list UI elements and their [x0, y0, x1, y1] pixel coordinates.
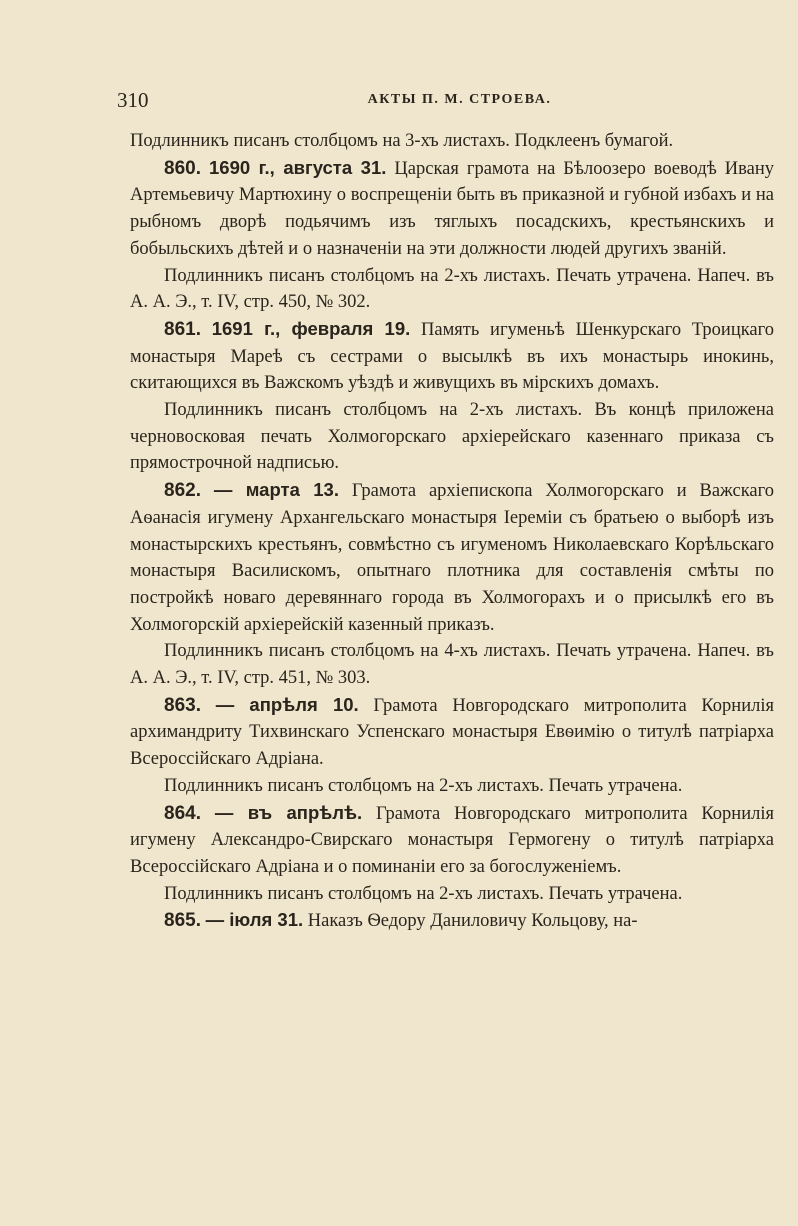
entry-862: [130, 477, 774, 638]
entry-865: [130, 907, 774, 935]
entry-861: [130, 316, 774, 397]
entry-text: Память игуменьѣ Шенкурскаго Троицкаго монастыря Мареѣ съ сестрами о высылкѣ въ ихъ монастырь инокинь, скитающихся въ Важскомъ уѣздѣ и живущихъ въ мірскихъ домахъ.: [130, 319, 775, 394]
entry-863: [130, 692, 774, 773]
entry-date: — марта 13.: [213, 479, 339, 501]
entry-date: — въ апрѣлѣ.: [214, 801, 363, 823]
entry-number: 863.: [164, 694, 201, 716]
entry-number: 861.: [164, 318, 201, 340]
entry-date: — апрѣля 10.: [215, 693, 359, 715]
entry-date: 1690 г., августа 31.: [209, 156, 387, 178]
entry-text: Грамота архіепископа Холмогорскаго и Важскаго Аѳанасія игумену Архангельскаго монастыря Іереміи съ братьею о выборѣ изъ монастырскихъ крестьянъ, совмѣстно съ игуменомъ Николаевскаго Корѣльскаго монастыря Василискомъ, опытнаго плотника для составленія смѣты по постройкѣ новаго деревяннаго города въ Холмогорахъ и о присылкѣ его въ Холмогорскій архіерейскій казенный приказъ.: [130, 481, 775, 635]
entry-date: — іюля 31.: [205, 909, 304, 931]
entry-note: Подлинникъ писанъ столбцомъ на 4-хъ листахъ. Печать утрачена. Напеч. въ А. А. Э., т. IV, стр. 451, № 303.: [130, 641, 774, 689]
entry-text: Наказъ Ѳедору Даниловичу Кольцову, на-: [307, 911, 638, 932]
running-title: АКТЫ П. М. СТРОЕВА.: [367, 92, 552, 107]
page-body: [130, 128, 774, 935]
page-header: [117, 88, 772, 114]
note-continuation: Подлинникъ писанъ столбцомъ на 3-хъ листахъ. Подклеенъ бумагой.: [130, 131, 674, 151]
entry-number: 862.: [164, 480, 201, 502]
entry-note: Подлинникъ писанъ столбцомъ на 2-хъ листахъ. Въ концѣ приложена черновосковая печать Холмогорскаго архіерейскаго казеннаго приказа съ прямострочной надписью.: [130, 400, 774, 474]
entry-text: Царская грамота на Бѣлоозеро воеводѣ Ивану Артемьевичу Мартюхину о воспрещеніи быть въ приказной и губной избахъ и на рыбномъ дворѣ подьячимъ изъ тяглыхъ посадскихъ, крестьянскихъ и бобыльскихъ дѣтей и о назначеніи на эти должности людей другихъ званій.: [130, 158, 775, 259]
entry-number: 865.: [164, 910, 201, 932]
entry-note: Подлинникъ писанъ столбцомъ на 2-хъ листахъ. Печать утрачена.: [164, 883, 683, 904]
page-number: 310: [117, 88, 149, 112]
entry-date: 1691 г., февраля 19.: [211, 317, 411, 339]
entry-number: 864.: [164, 802, 201, 824]
entry-number: 860.: [164, 157, 201, 179]
entry-864: [130, 800, 774, 881]
entry-860: [130, 155, 774, 263]
entry-note: Подлинникъ писанъ столбцомъ на 2-хъ листахъ. Печать утрачена. Напеч. въ А. А. Э., т. IV, стр. 450, № 302.: [130, 265, 774, 313]
entry-text: Грамота Новгородскаго митрополита Корнилія архимандриту Тихвинскаго Успенскаго монастыря Евѳимію о титулѣ патріарха Всероссійскаго Адріана.: [130, 695, 774, 770]
entry-note: Подлинникъ писанъ столбцомъ на 2-хъ листахъ. Печать утрачена.: [164, 775, 683, 796]
entry-text: Грамота Новгородскаго митрополита Корнилія игумену Александро-Свирскаго монастыря Гермогену о титулѣ патріарха Всероссійскаго Адріана и о поминаніи его за богослуженіемъ.: [130, 803, 774, 877]
